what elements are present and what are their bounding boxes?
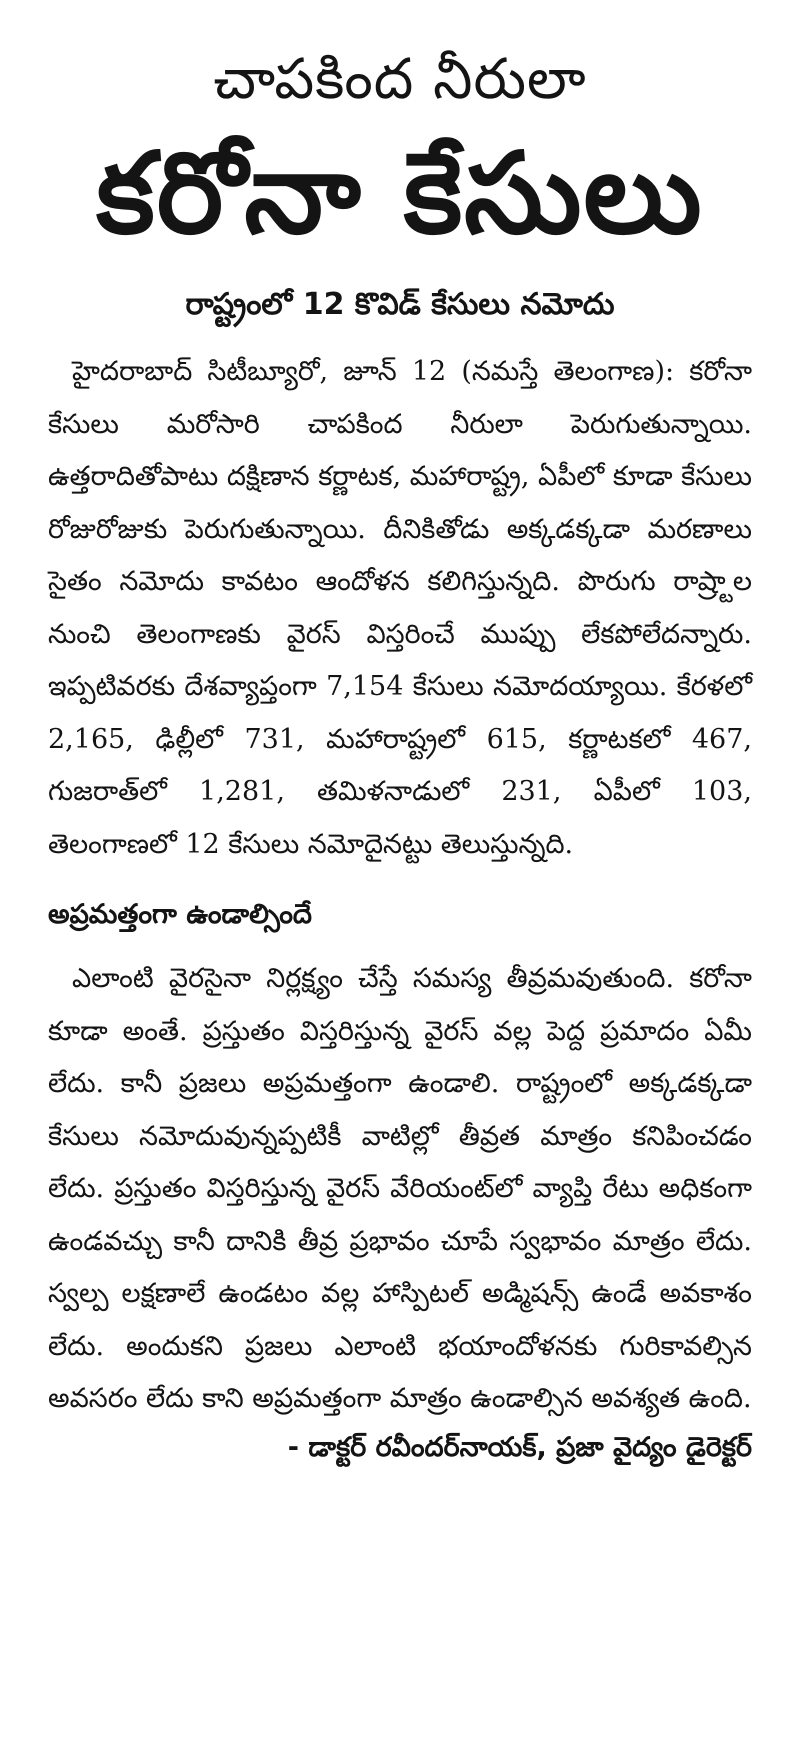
byline: - డాక్టర్ రవీందర్‌నాయక్, ప్రజా వైద్యం డైరెక్టర్ [287,1431,752,1463]
main-headline: కరోనా కేసులు [96,129,704,259]
subheadline: రాష్ట్రంలో 12 కొవిడ్ కేసులు నమోదు [185,287,615,322]
section-heading: అప్రమత్తంగా ఉండాల్సిందే [48,899,312,930]
kicker-headline: చాపకింద నీరులా [213,47,587,112]
body-paragraph-1: హైదరాబాద్ సిటీబ్యూరో, జూన్ 12 (నమస్తే తెలంగాణ): కరోనా కేసులు మరోసారి చాపకింద నీరులా పెరుగుతున్నాయి. ఉత్తరాదితోపాటు దక్షిణాన కర్ణాటక, మహారాష్ట్ర, ఏపీలో కూడా కేసులు రోజురోజుకు పెరుగుతున్నాయి. దీనికితోడు అక్కడక్కడా మరణాలు సైతం నమోదు కావటం ఆందోళన కలిగిస్తున్నది. పొరుగు రాష్ర్టాల నుంచి తెలంగాణకు వైరస్ విస్తరించే ముప్పు లేకపోలేదన్నారు. ఇప్పటివరకు దేశవ్యాప్తంగా 7,154 కేసులు నమోదయ్యాయి. కేరళలో 2,165, ఢిల్లీలో 731, మహారాష్ట్రలో 615, కర్ణాటకలో 467, గుజరాత్‌లో 1,281, తమిళనాడులో 231, ఏపీలో 103, తెలంగాణలో 12 కేసులు నమోదైనట్టు తెలుస్తున్నది. [48,356,752,860]
body-paragraph-2: ఎలాంటి వైరసైనా నిర్లక్ష్యం చేస్తే సమస్య తీవ్రమవుతుంది. కరోనా కూడా అంతే. ప్రస్తుతం విస్తరిస్తున్న వైరస్ వల్ల పెద్ద ప్రమాదం ఏమీ లేదు. కానీ ప్రజలు అప్రమత్తంగా ఉండాలి. రాష్ట్రంలో అక్కడక్కడా కేసులు నమోదువున్నప్పటికీ వాటిల్లో తీవ్రత మాత్రం కనిపించడం లేదు. ప్రస్తుతం విస్తరిస్తున్న వైరస్ వేరియంట్‌లో వ్యాప్తి రేటు అధికంగా ఉండవచ్చు కానీ దానికి తీవ్ర ప్రభావం చూపే స్వభావం మాత్రం లేదు. స్వల్ప లక్షణాలే ఉండటం వల్ల హాస్పిటల్ అడ్మిషన్స్ ఉండే అవకాశం లేదు. అందుకని ప్రజలు ఎలాంటి భయాందోళనకు గురికావల్సిన అవసరం లేదు కాని అప్రమత్తంగా మాత్రం ఉండాల్సిన అవశ్యత ఉంది. [48,963,752,1414]
